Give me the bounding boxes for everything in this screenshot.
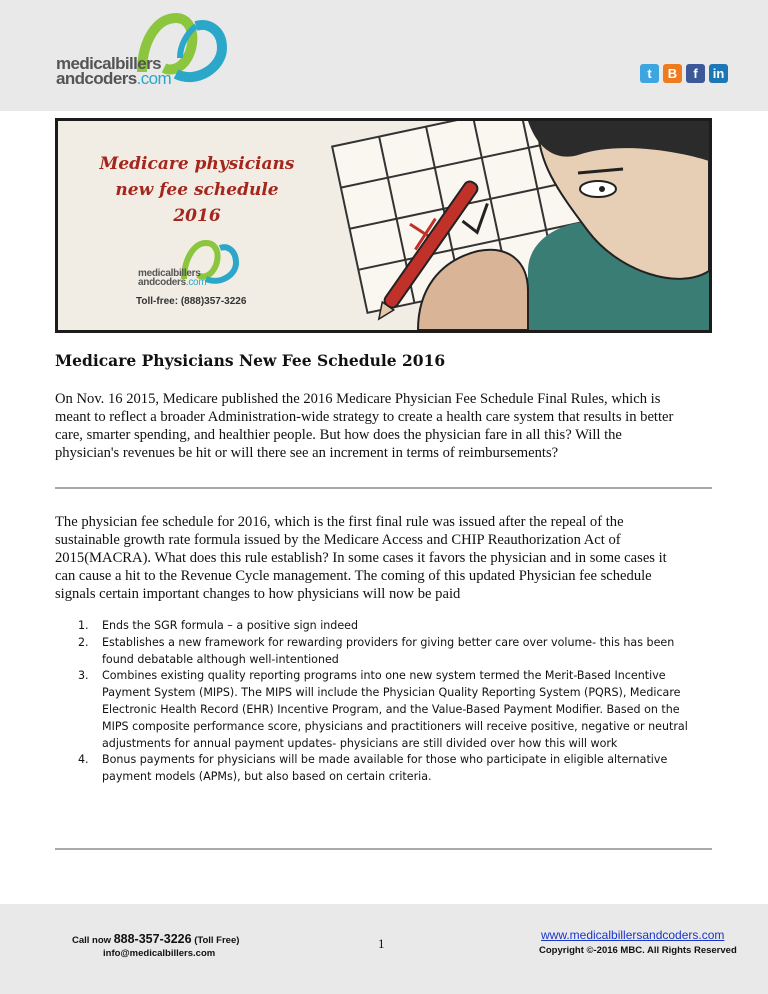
list-item (78, 752, 688, 786)
banner-logo-wordmark (138, 269, 206, 287)
list-item-text: MIPS composite performance score, physicians and practitioners will receive positive, negative or neutral (102, 719, 688, 733)
list-item-text: Ends the SGR formula – a positive sign indeed (102, 619, 359, 632)
article-title: Medicare Physicians New Fee Schedule 2016 (55, 351, 446, 370)
paragraph-line: The physician fee schedule for 2016, which is the first final rule was issued after the repeal of the (55, 514, 624, 530)
banner-title-line: new fee schedule (115, 180, 279, 200)
paragraph-line: can cause a hit to the Revenue Cycle management. The coming of this updated Physician fee schedule (55, 568, 652, 584)
list-item-number: 3. (78, 669, 89, 683)
list-item-text: Electronic Health Record (EHR) Incentive Program, and the Value-Based Payment Modifier. Based on the (102, 702, 680, 716)
list-item (78, 618, 688, 635)
call-prefix: Call now (72, 935, 114, 946)
email-address[interactable]: info@medicalbillers.com (103, 948, 216, 959)
paragraph-line: meant to reflect a broader Administration-wide strategy to create a health care system that results in better (55, 409, 674, 425)
list-item-text: Combines existing quality reporting programs into one new system termed the Merit-Based Incentive (102, 669, 666, 683)
logo-suffix: .com (136, 69, 172, 88)
list-item (78, 668, 688, 752)
banner-title-line: Medicare physicians (99, 154, 295, 174)
list-item-text: payment models (APMs), but also based on certain criteria. (102, 770, 432, 784)
logo-line1: medicalbillers (56, 54, 161, 73)
paragraph-line: signals certain important changes to how physicians will now be paid (55, 586, 461, 602)
divider (55, 848, 712, 850)
list-item-text: Establishes a new framework for rewarding providers for giving better care over volume- this has been (102, 635, 675, 649)
paragraph-line: care, smarter spending, and healthier people. But how does the physician fare in all this? Will the (55, 427, 622, 443)
page-footer (0, 904, 768, 994)
website-link[interactable]: www.medicalbillersandcoders.com (541, 928, 725, 942)
list-item-text: found debatable although well-intentioned (102, 652, 339, 666)
paragraph-line: 2015(MACRA). What does this rule establish? In some cases it favors the physician and in some cases it (55, 550, 667, 566)
linkedin-icon[interactable]: in (709, 64, 728, 83)
twitter-icon[interactable]: t (640, 64, 659, 83)
list-item-number: 1. (78, 619, 89, 632)
page-header (0, 0, 768, 111)
paragraph-line: sustainable growth rate formula issued by the Medicare Access and CHIP Reauthorization Act of (55, 532, 621, 548)
list-item (78, 635, 688, 669)
list-item-text: Bonus payments for physicians will be made available for those who participate in eligible alternative (102, 753, 668, 767)
body-paragraph (55, 513, 715, 603)
call-now (72, 932, 239, 946)
list-item-number: 4. (78, 753, 89, 767)
blogger-icon[interactable]: B (663, 64, 682, 83)
banner-logo-line1: medicalbillers (138, 268, 201, 279)
logo-wordmark (56, 56, 171, 86)
list-item-text: Payment System (MIPS). The MIPS will include the Physician Quality Reporting System (PQRS), Medicare (102, 686, 681, 700)
list-item-number: 2. (78, 635, 89, 649)
divider (55, 487, 712, 489)
copyright-text: Copyright ©-2016 MBC. All Rights Reserved (539, 945, 737, 956)
banner-title (92, 151, 302, 229)
hero-banner (55, 118, 712, 333)
banner-title-line: 2016 (173, 206, 221, 226)
list-item-text: adjustments for annual payment updates- physicians are still divided over how this will work (102, 736, 618, 750)
changes-list (78, 618, 688, 786)
page-number: 1 (378, 936, 385, 951)
site-logo[interactable] (56, 12, 236, 102)
paragraph-line: On Nov. 16 2015, Medicare published the 2016 Medicare Physician Fee Schedule Final Rules, which is (55, 391, 661, 407)
social-icons (640, 64, 728, 83)
banner-logo (138, 239, 258, 299)
paragraph-line: physician's revenues be hit or will there see an increment in terms of reimbursements? (55, 445, 559, 461)
phone-number[interactable]: 888-357-3226 (113, 932, 192, 946)
facebook-icon[interactable]: f (686, 64, 705, 83)
call-suffix: (Toll Free) (191, 935, 240, 946)
banner-logo-suffix: .com (185, 277, 207, 288)
banner-logo-line2: andcoders (138, 277, 186, 288)
banner-tollfree: Toll-free: (888)357-3226 (136, 296, 247, 307)
intro-paragraph (55, 390, 715, 462)
logo-line2: andcoders (56, 69, 137, 88)
